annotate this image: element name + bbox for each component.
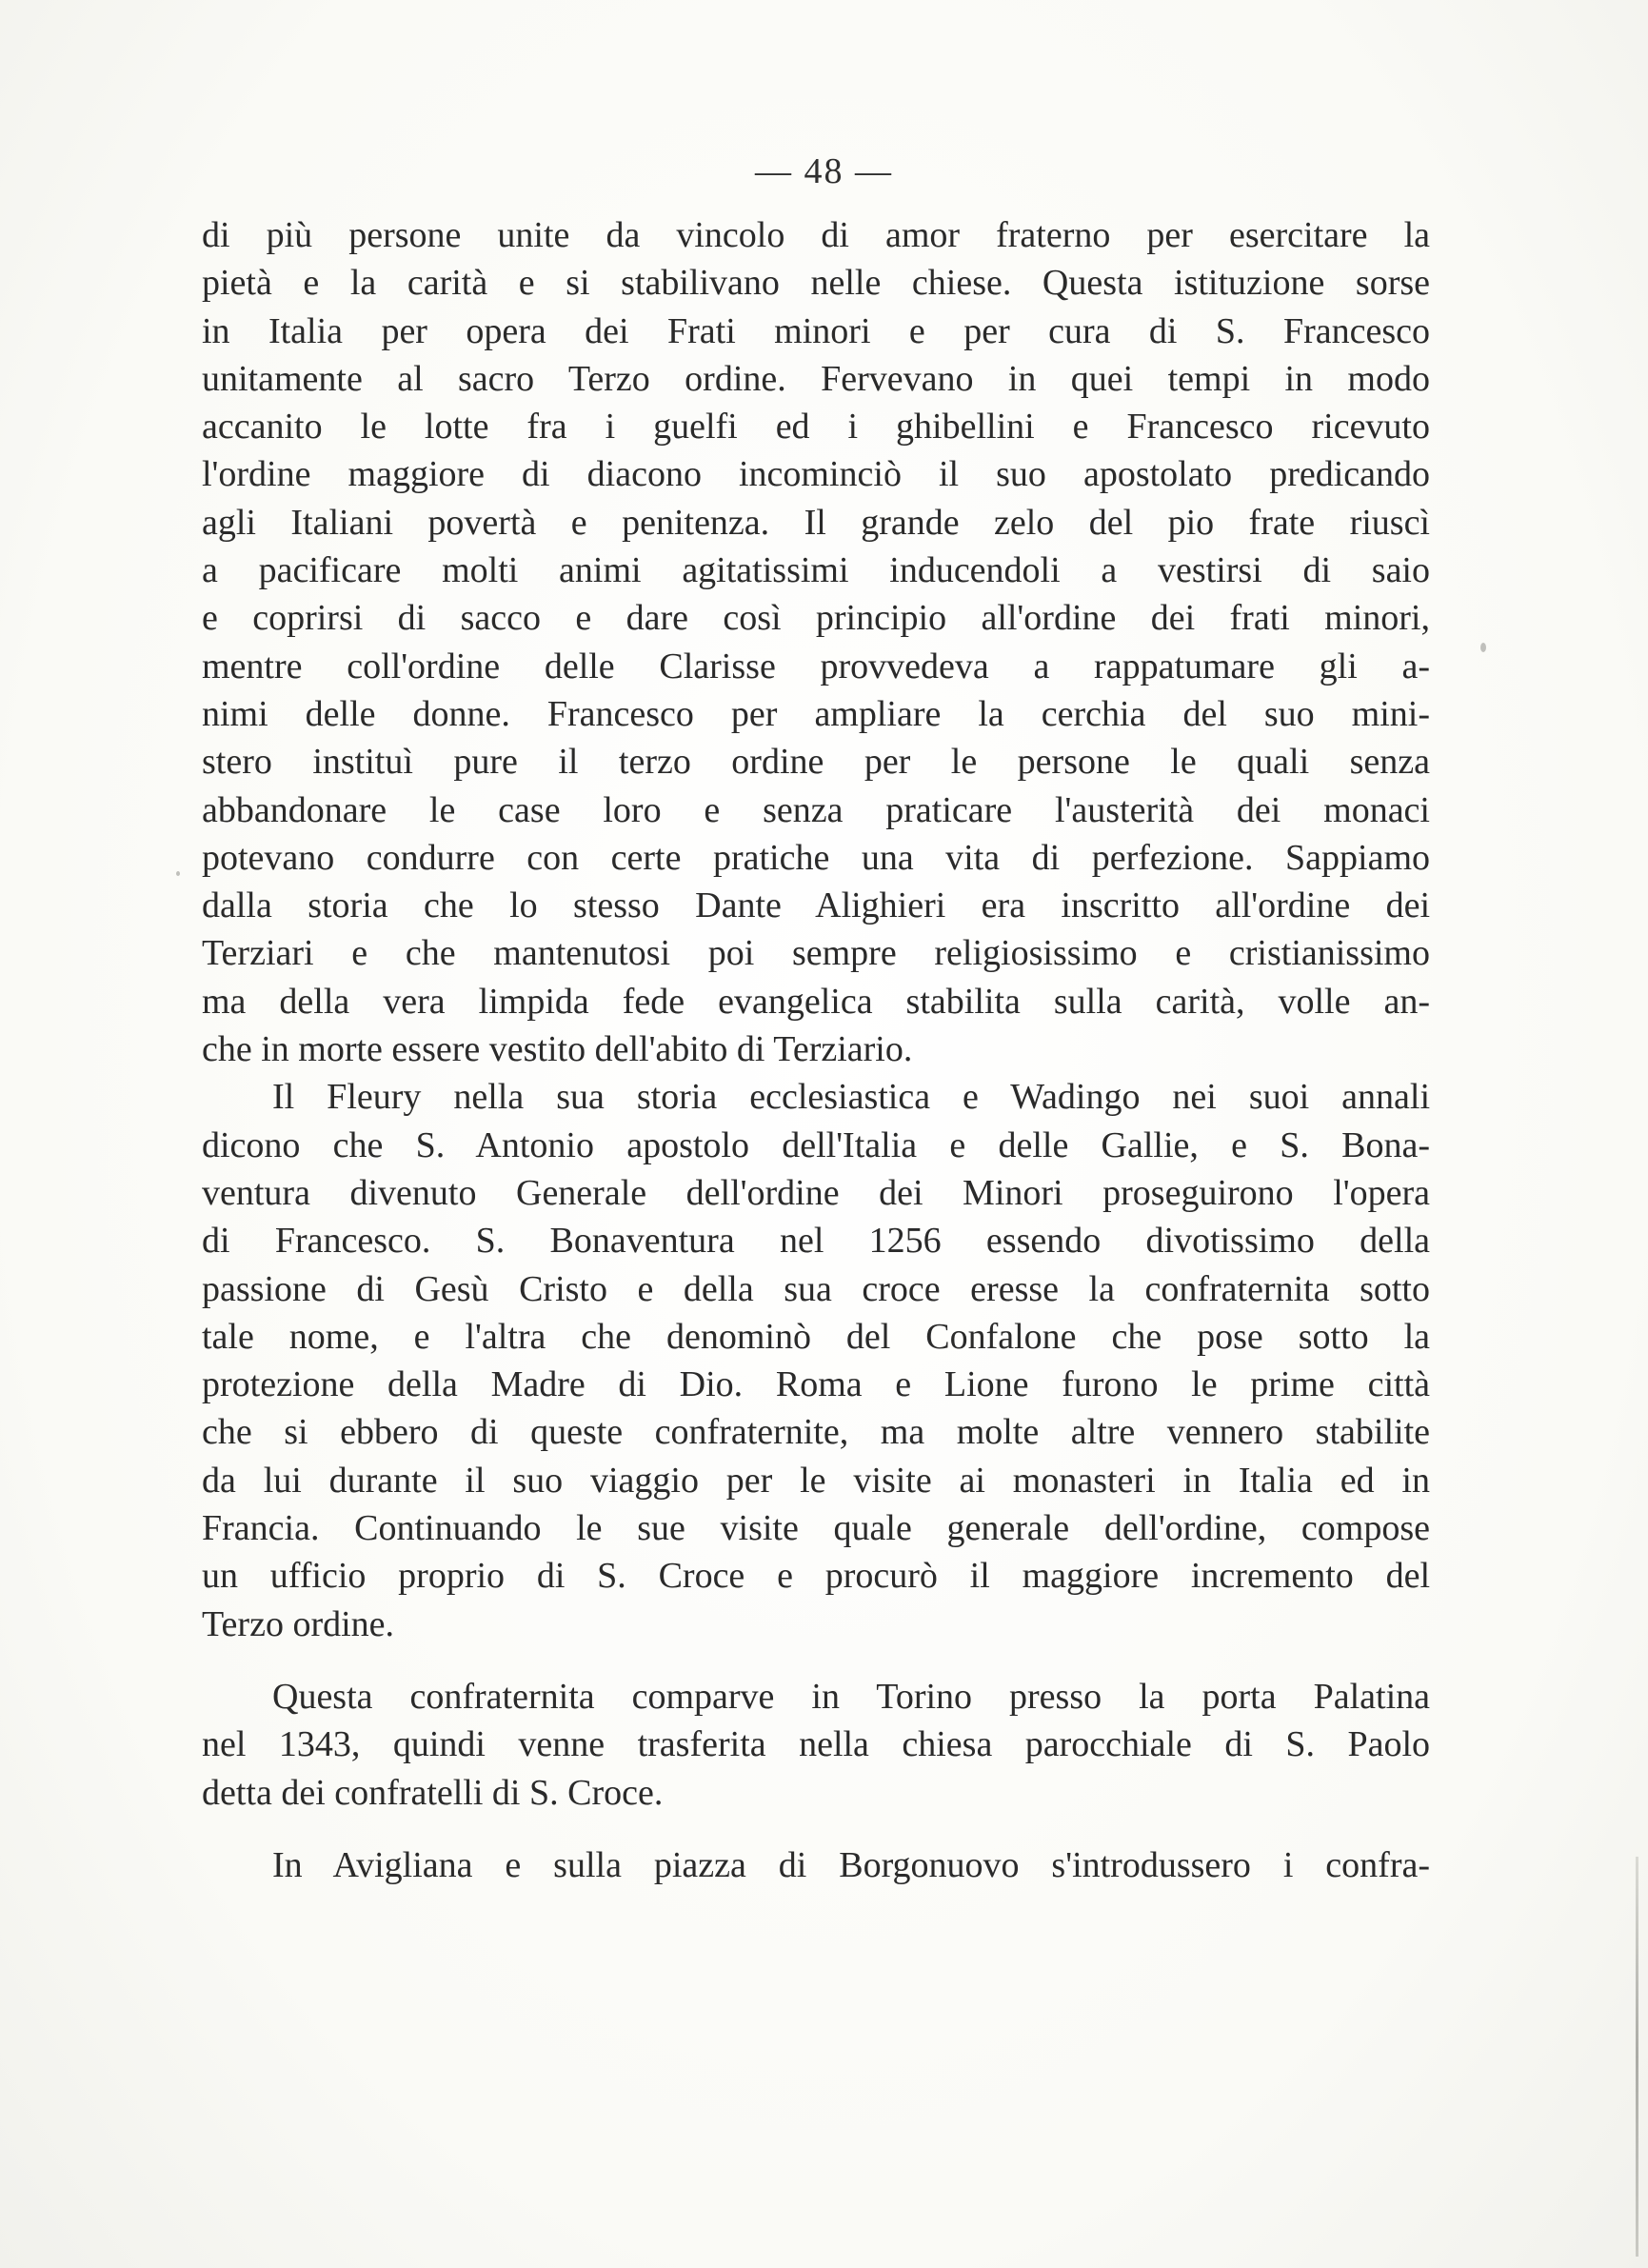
text-line: Il Fleury nella sua storia ecclesiastica e Wadingo nei suoi annali	[272, 1077, 1430, 1118]
ink-speck	[176, 871, 180, 876]
text-line: Francia. Continuando le sue visite quale generale dell'ordine, compose	[202, 1508, 1430, 1549]
paragraph-4	[202, 1841, 1430, 1889]
text-line: di Francesco. S. Bonaventura nel 1256 essendo divotissimo della	[202, 1221, 1430, 1262]
body-text	[202, 211, 1430, 1889]
text-line: e coprirsi di sacco e dare così principio all'ordine dei frati minori,	[202, 598, 1430, 639]
text-line: dicono che S. Antonio apostolo dell'Italia e delle Gallie, e S. Bona-	[202, 1124, 1430, 1165]
text-line: che in morte essere vestito dell'abito di Terziario.	[202, 1029, 913, 1070]
text-line: dalla storia che lo stesso Dante Alighieri era inscritto all'ordine dei	[202, 885, 1430, 926]
text-line: ventura divenuto Generale dell'ordine dei Minori proseguirono l'opera	[202, 1172, 1430, 1213]
text-line: l'ordine maggiore di diacono incominciò il suo apostolato predicando	[202, 454, 1430, 495]
scan-edge-shadow	[1636, 1857, 1638, 2257]
text-line: di più persone unite da vincolo di amor fraterno per esercitare la	[202, 215, 1430, 255]
text-line: Terzo ordine.	[202, 1603, 395, 1644]
text-line: pietà e la carità e si stabilivano nelle chiese. Questa istituzione sorse	[202, 263, 1430, 304]
text-line: accanito le lotte fra i guelfi ed i ghibellini e Francesco ricevuto	[202, 407, 1430, 448]
text-line: da lui durante il suo viaggio per le visite ai monasteri in Italia ed in	[202, 1460, 1430, 1501]
text-line: In Avigliana e sulla piazza di Borgonuovo s'introdussero i confra-	[272, 1844, 1430, 1885]
text-line: un ufficio proprio di S. Croce e procurò il maggiore incremento del	[202, 1556, 1430, 1597]
paragraph-spacer	[202, 1817, 1430, 1841]
text-line: protezione della Madre di Dio. Roma e Lione furono le prime città	[202, 1364, 1430, 1405]
text-line: nimi delle donne. Francesco per ampliare la cerchia del suo mini-	[202, 693, 1430, 734]
text-line: mentre coll'ordine delle Clarisse provvedeva a rappatumare gli a-	[202, 646, 1430, 686]
text-line: tale nome, e l'altra che denominò del Confalone che pose sotto la	[202, 1316, 1430, 1357]
text-line: a pacificare molti animi agitatissimi inducendoli a vestirsi di saio	[202, 550, 1430, 591]
text-line: Terziari e che mantenutosi poi sempre religiosissimo e cristianissimo	[202, 933, 1430, 974]
text-line: Questa confraternita comparve in Torino presso la porta Palatina	[272, 1676, 1430, 1717]
text-line: potevano condurre con certe pratiche una vita di perfezione. Sappiamo	[202, 837, 1430, 878]
page-number: — 48 —	[755, 151, 893, 191]
ink-speck	[1480, 643, 1486, 652]
text-line: abbandonare le case loro e senza praticare l'austerità dei monaci	[202, 789, 1430, 830]
text-line: detta dei confratelli di S. Croce.	[202, 1772, 664, 1813]
text-line: passione di Gesù Cristo e della sua croce eresse la confraternita sotto	[202, 1268, 1430, 1309]
paragraph-1	[202, 211, 1430, 1073]
text-line: agli Italiani povertà e penitenza. Il grande zelo del pio frate riuscì	[202, 502, 1430, 543]
text-line: in Italia per opera dei Frati minori e per cura di S. Francesco	[202, 310, 1430, 351]
paragraph-2	[202, 1073, 1430, 1648]
paragraph-spacer	[202, 1648, 1430, 1673]
text-line: che si ebbero di queste confraternite, ma molte altre vennero stabilite	[202, 1412, 1430, 1453]
text-line: ma della vera limpida fede evangelica stabilita sulla carità, volle an-	[202, 981, 1430, 1022]
paragraph-3	[202, 1673, 1430, 1817]
text-line: unitamente al sacro Terzo ordine. Fervevano in quei tempi in modo	[202, 358, 1430, 399]
text-line: nel 1343, quindi venne trasferita nella chiesa parocchiale di S. Paolo	[202, 1724, 1430, 1765]
text-line: stero instituì pure il terzo ordine per le persone le quali senza	[202, 742, 1430, 783]
